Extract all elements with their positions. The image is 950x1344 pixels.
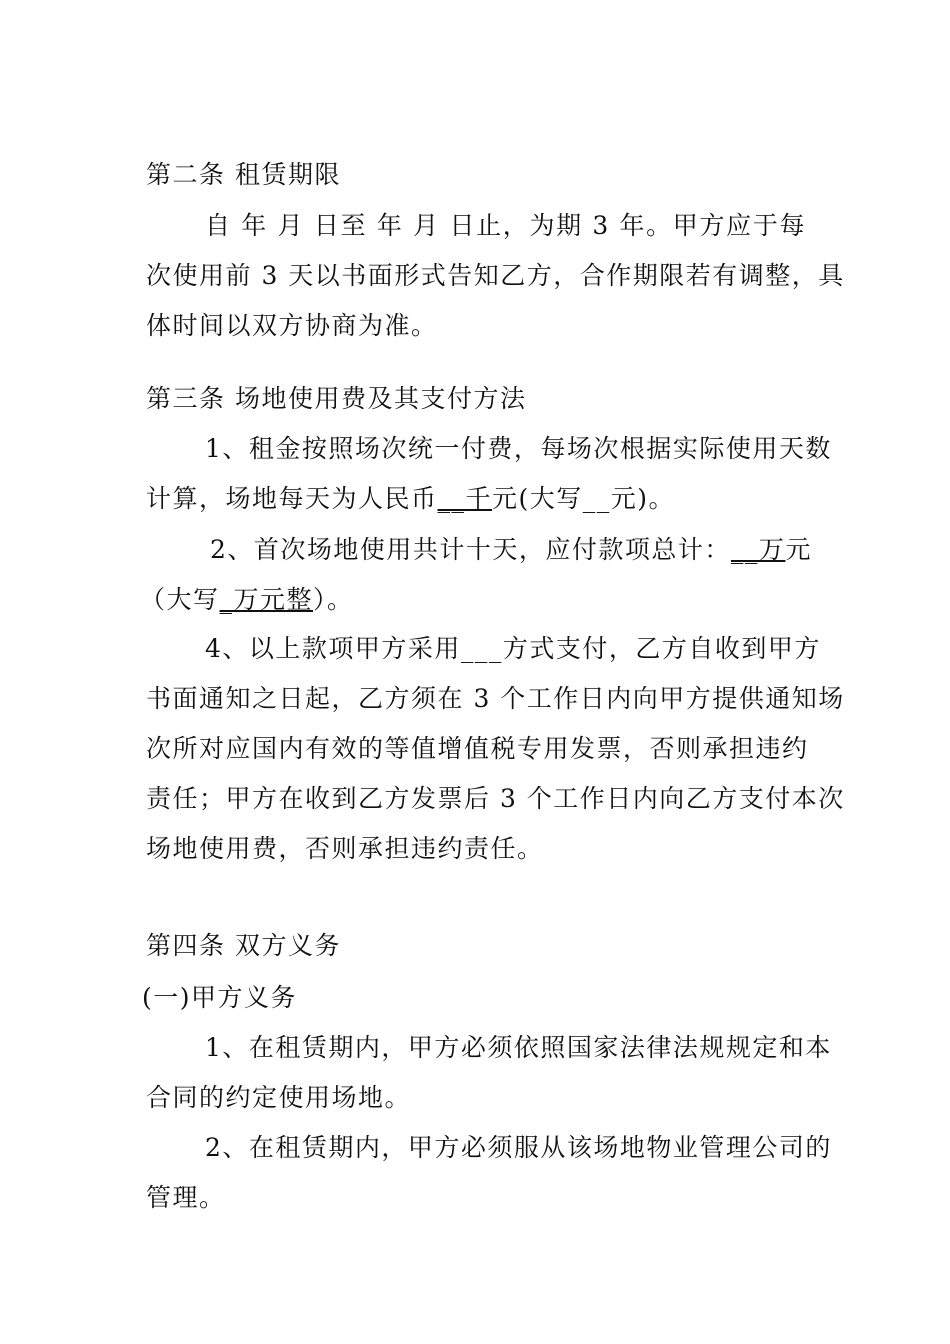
- text-run: 元: [785, 535, 812, 564]
- text-run: 2、首次场地使用共计十天，应付款项总计：: [210, 535, 731, 564]
- article-4-subheading: (一)甲方义务: [142, 983, 298, 1012]
- article-3-heading: 第三条 场地使用费及其支付方法: [146, 384, 527, 413]
- article-3-item-1-line-2: [146, 484, 806, 514]
- article-3-item-2-line-1: [210, 535, 812, 565]
- article-4-heading: 第四条 双方义务: [146, 931, 341, 960]
- article-3-item-2-line-2: [140, 585, 800, 615]
- article-2-line-3: 体时间以双方协商为准。: [146, 311, 438, 340]
- article-4-item-1-line-1: 1、在租赁期内，甲方必须依照国家法律法规规定和本: [205, 1033, 832, 1062]
- article-2-heading: 第二条 租赁期限: [146, 160, 341, 189]
- article-3-item-1-line-1: 1、租金按照场次统一付费，每场次根据实际使用天数: [205, 434, 832, 463]
- article-3-item-4-line-3: 次所对应国内有效的等值增值税专用发票，否则承担违约: [146, 734, 809, 763]
- article-3-item-4-line-2: 书面通知之日起，乙方须在 3 个工作日内向甲方提供通知场: [146, 684, 845, 713]
- article-2-line-2: 次使用前 3 天以书面形式告知乙方，合作期限若有调整，具: [146, 261, 845, 290]
- article-2-line-1: 自 年 月 日至 年 月 日止，为期 3 年。甲方应于每: [205, 211, 806, 240]
- article-3-item-4-line-4: 责任；甲方在收到乙方发票后 3 个工作日内向乙方支付本次: [146, 784, 845, 813]
- text-run: 计算，场地每天为人民币: [146, 484, 438, 513]
- text-run: ）。: [313, 585, 354, 614]
- article-4-item-2-line-1: 2、在租赁期内，甲方必须服从该场地物业管理公司的: [205, 1133, 832, 1162]
- underlined-blank: _万元整: [219, 585, 314, 614]
- text-run: （大写: [140, 585, 220, 614]
- article-4-item-1-line-2: 合同的约定使用场地。: [146, 1083, 412, 1112]
- underlined-blank: __千: [437, 484, 493, 513]
- article-3-item-4-line-1: 4、以上款项甲方采用___方式支付，乙方自收到甲方: [205, 634, 821, 663]
- article-4-item-2-line-2: 管理。: [146, 1183, 226, 1212]
- underlined-blank: __万: [730, 535, 786, 564]
- article-3-item-4-line-5: 场地使用费，否则承担违约责任。: [146, 834, 544, 863]
- text-run: 元(大写__元)。: [492, 484, 676, 513]
